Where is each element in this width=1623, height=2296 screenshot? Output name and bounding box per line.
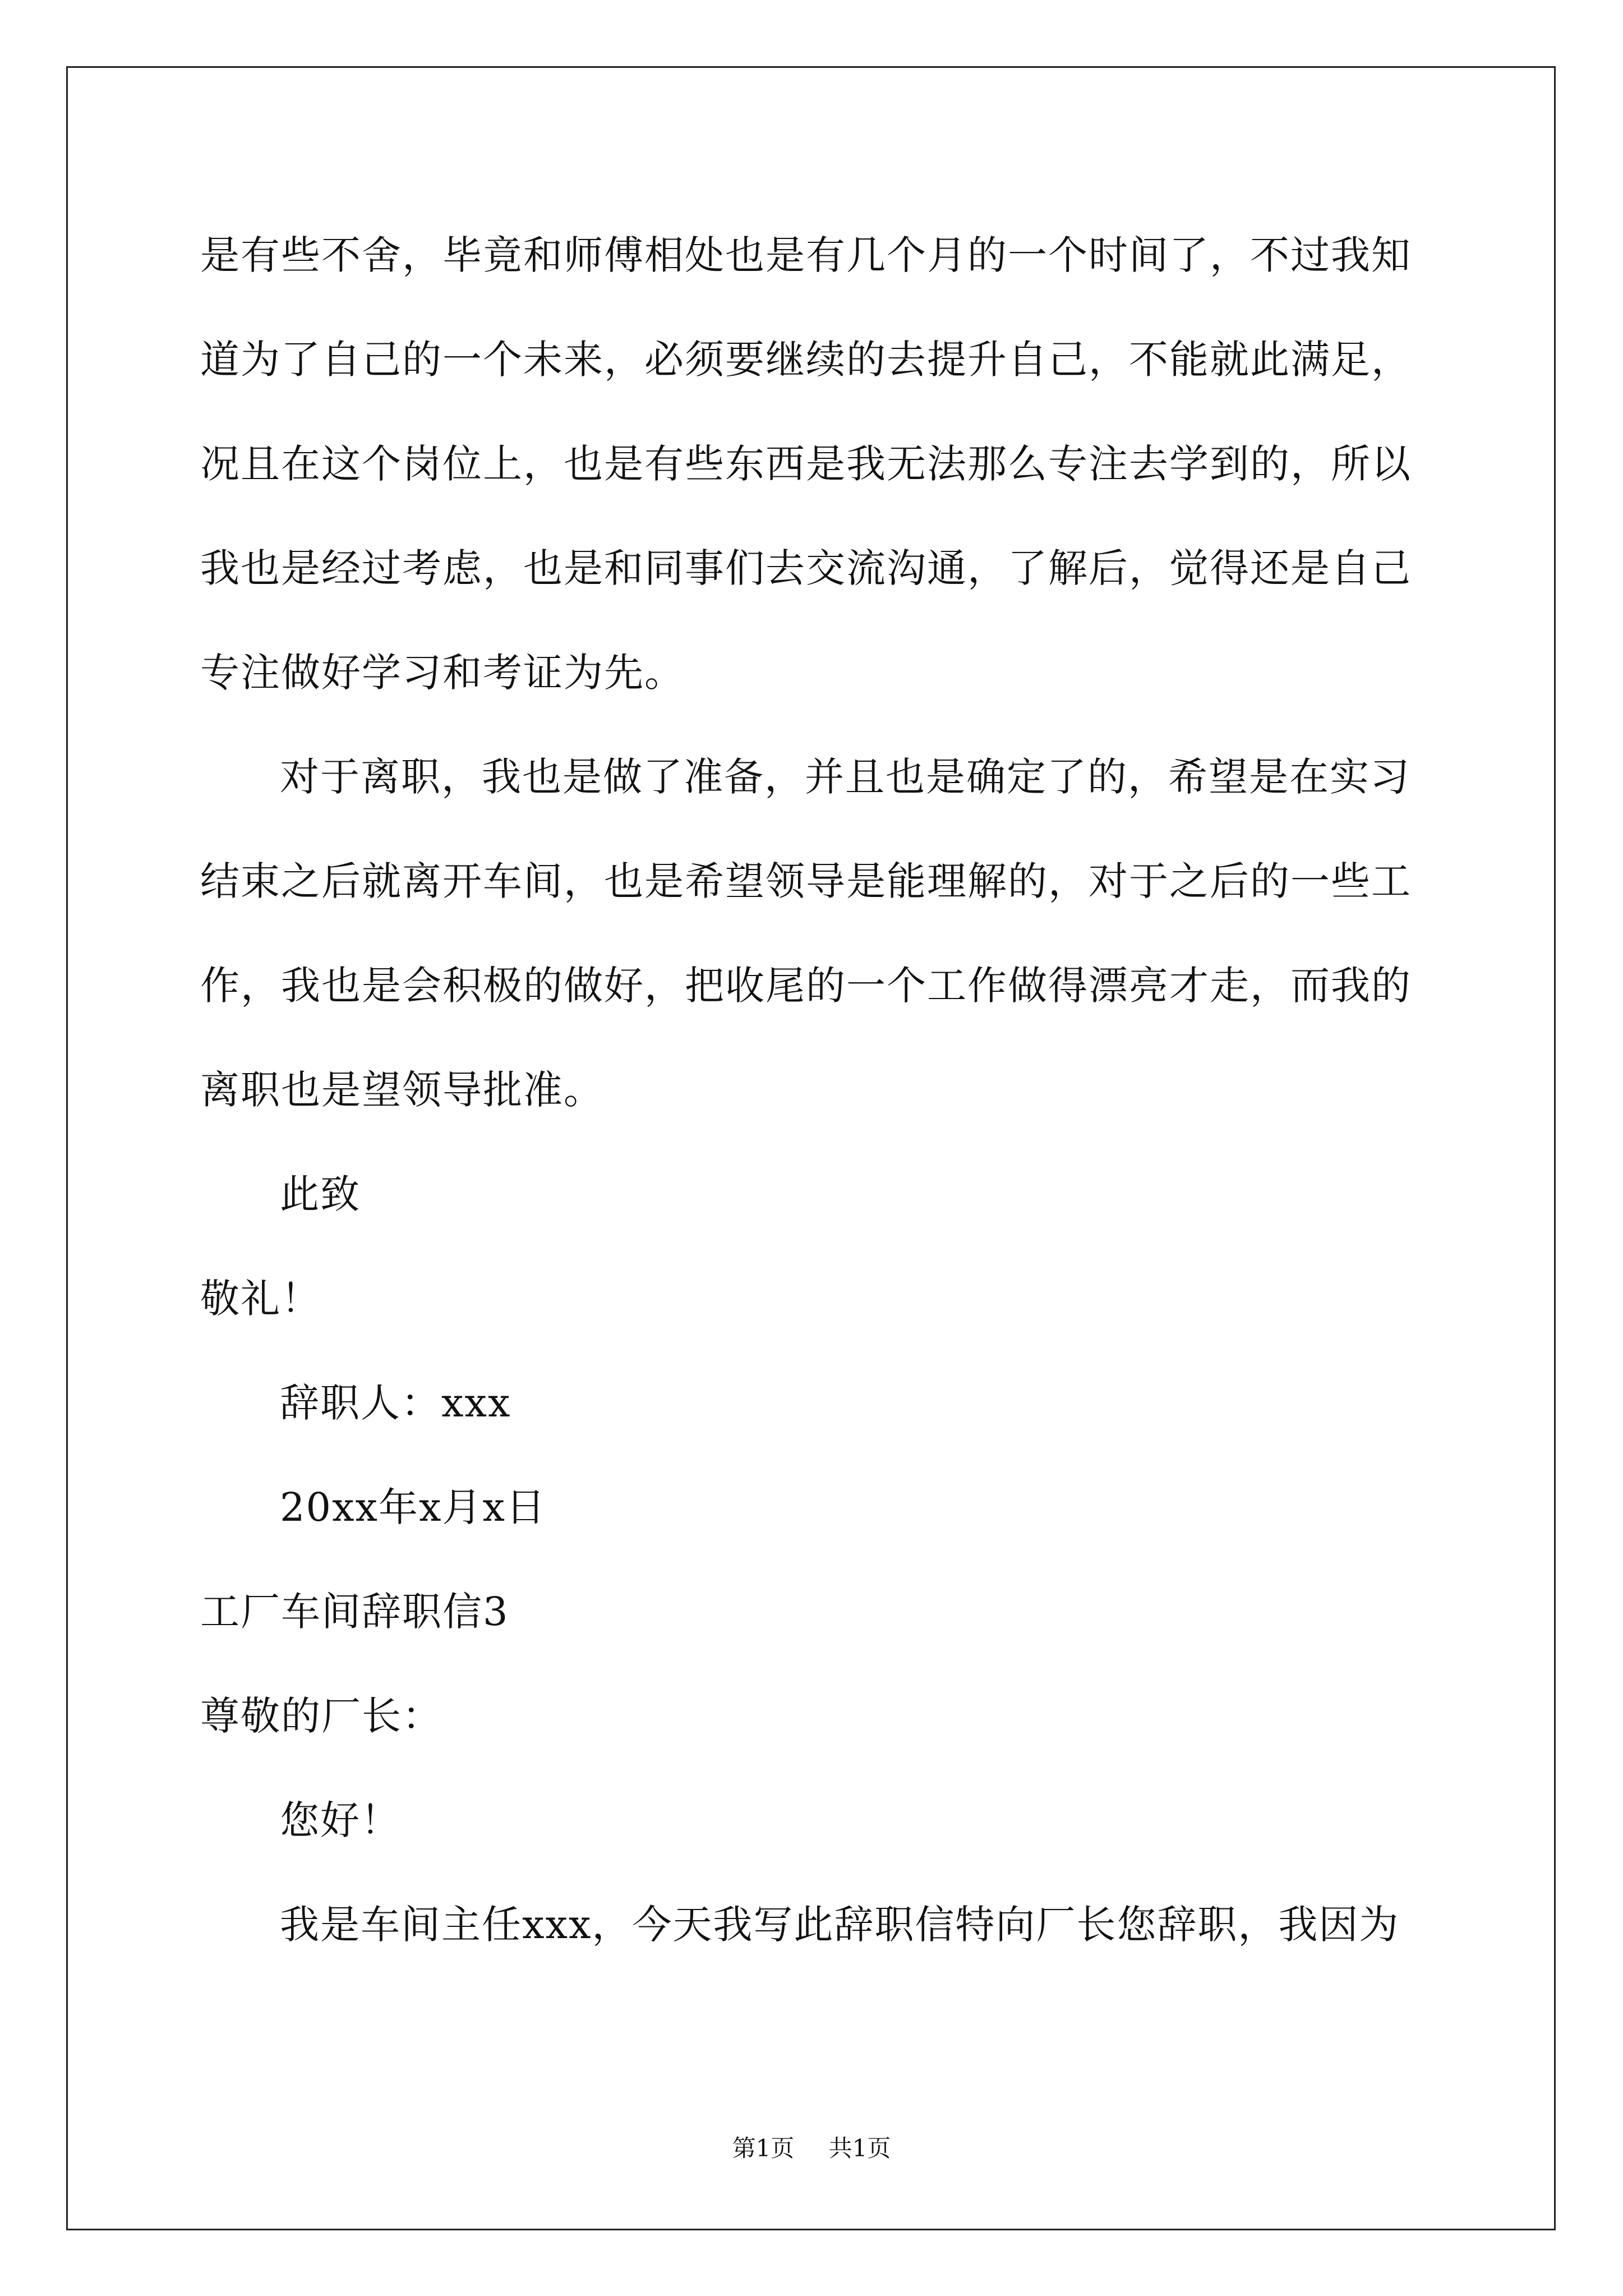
closing-regards: 敬礼！ [200,1276,321,1322]
recipient-line: 尊敬的厂长： [200,1693,442,1739]
page-total: 共1页 [828,2134,891,2162]
body-line: 专注做好学习和考证为先。 [200,650,685,696]
greeting-line: 您好！ [280,1797,401,1843]
page-number: 第1页 [732,2134,795,2162]
body-line: 我也是经过考虑，也是和同事们去交流沟通，了解后，觉得还是自己 [200,545,1412,591]
date-line: 20xx年x月x日 [280,1484,546,1530]
body-line: 况且在这个岗位上，也是有些东西是我无法那么专注去学到的，所以 [200,441,1412,487]
body-line: 道为了自己的一个未来，必须要继续的去提升自己，不能就此满足， [200,337,1412,383]
page-footer [0,2132,1623,2165]
paragraph-start-line: 我是车间主任xxx，今天我写此辞职信特向厂长您辞职，我因为 [280,1902,1400,1948]
signature-line: 辞职人：xxx [280,1380,511,1426]
body-line: 是有些不舍，毕竟和师傅相处也是有几个月的一个时间了，不过我知 [200,232,1412,278]
closing-salutation: 此致 [280,1171,361,1217]
section-title: 工厂车间辞职信3 [200,1589,509,1635]
body-line: 离职也是望领导批准。 [200,1067,604,1113]
paragraph-start-line: 对于离职，我也是做了准备，并且也是确定了的，希望是在实习 [280,754,1410,800]
body-line: 结束之后就离开车间，也是希望领导是能理解的，对于之后的一些工 [200,858,1412,904]
body-line: 作，我也是会积极的做好，把收尾的一个工作做得漂亮才走，而我的 [200,963,1412,1009]
